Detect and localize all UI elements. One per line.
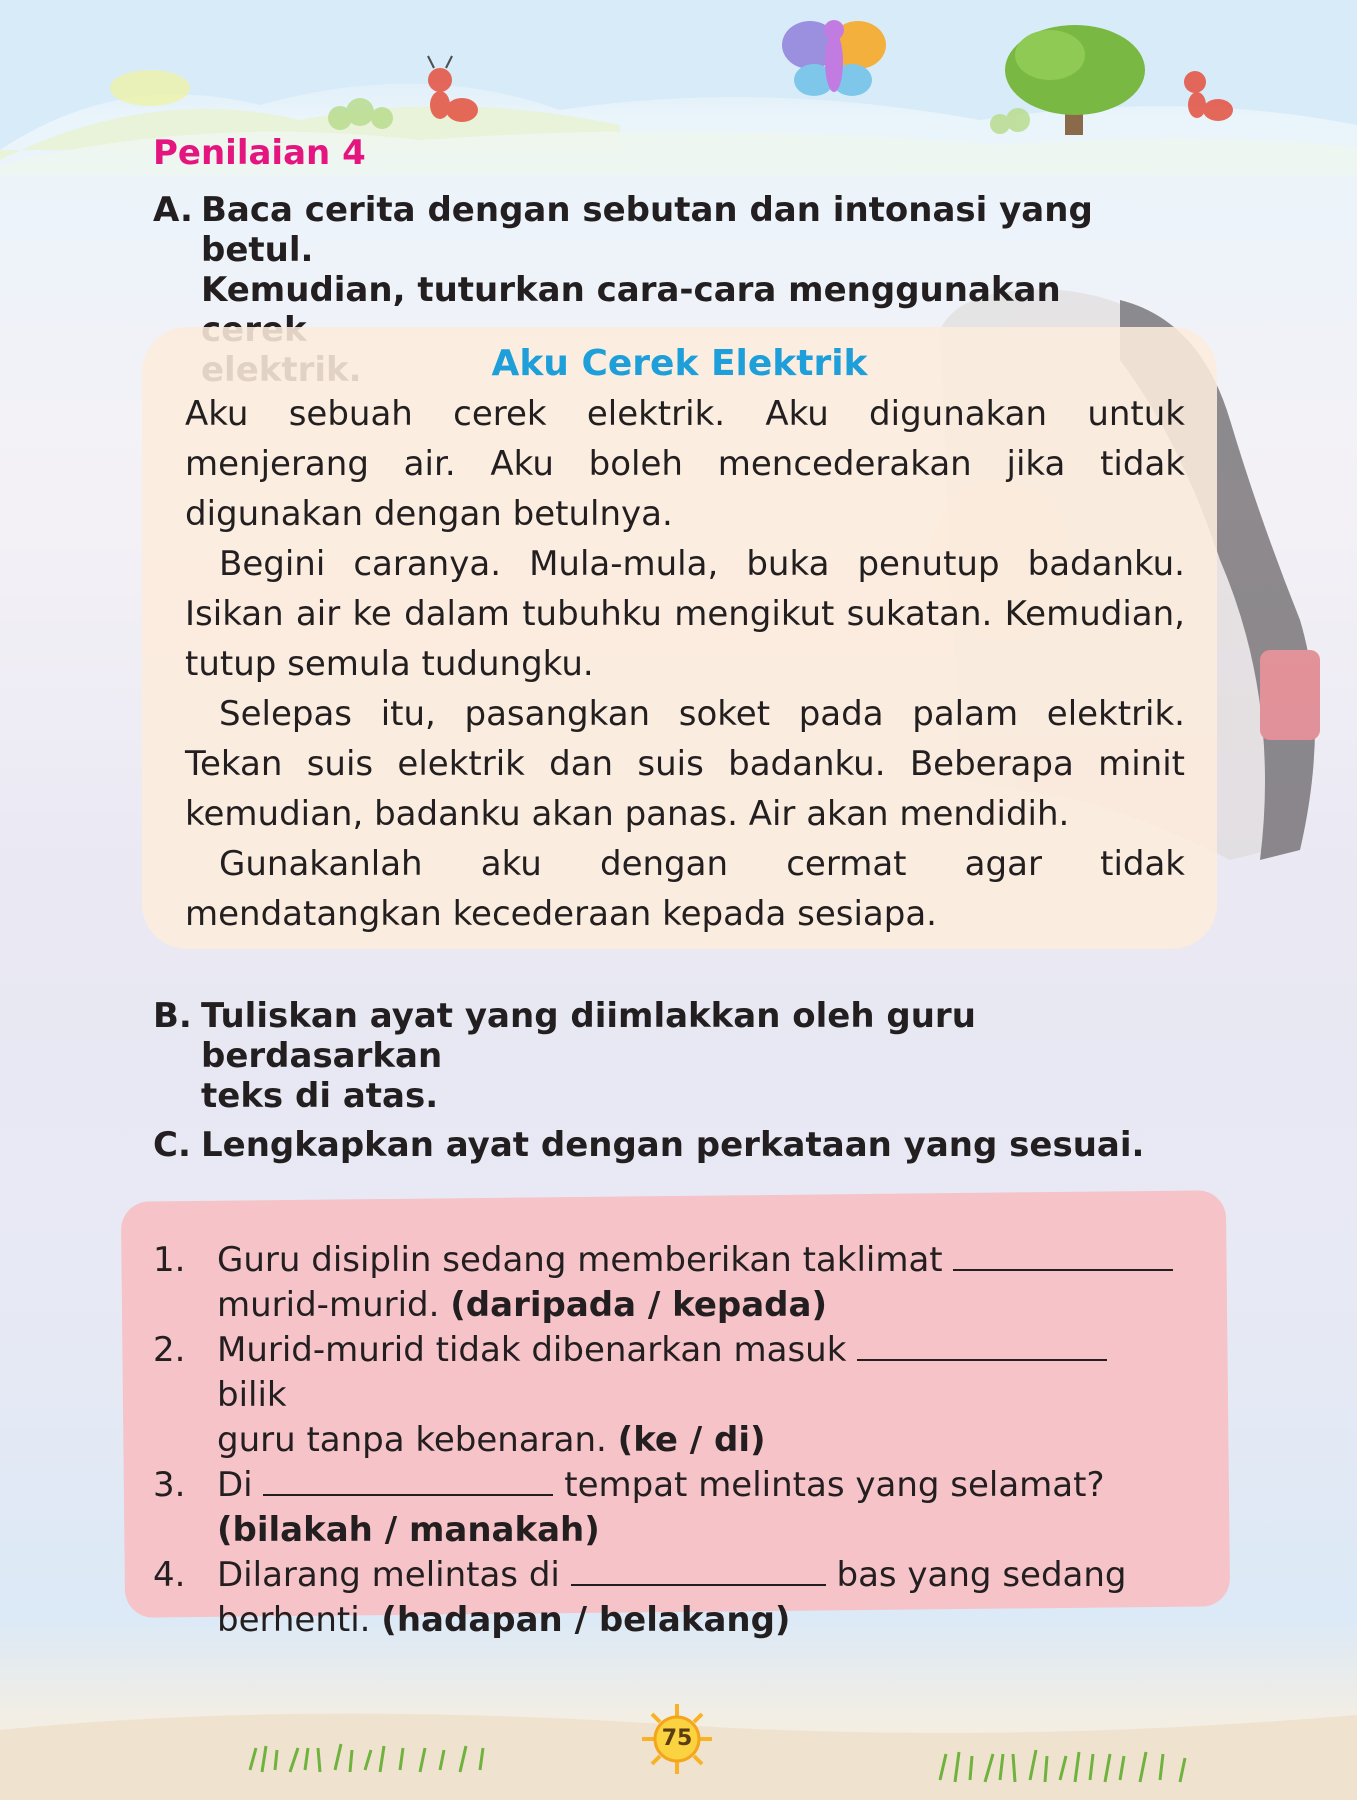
section-c-instruction [153, 1125, 1153, 1165]
story-paragraph: Gunakanlah aku dengan cermat agar tidak mendatangkan kecederaan kepada sesiapa. [185, 844, 1185, 934]
item-text-line2: berhenti. [217, 1600, 371, 1640]
item-options: (bilakah / manakah) [217, 1510, 600, 1550]
assessment-title: Penilaian 4 [153, 133, 366, 173]
story-text [185, 389, 1185, 939]
section-b-instruction [153, 996, 1153, 1116]
section-c-label: C. [153, 1125, 191, 1165]
section-a-line1: Baca cerita dengan sebutan dan intonasi yang betul. [201, 190, 1093, 270]
exercise-item [153, 1553, 1183, 1643]
exercise-item [153, 1328, 1183, 1463]
section-b-line2: teks di atas. [201, 1076, 439, 1116]
item-number: 3. [153, 1465, 186, 1505]
item-number: 1. [153, 1240, 186, 1280]
exercise-item [153, 1238, 1183, 1328]
item-text-after: bilik [217, 1375, 287, 1415]
exercise-list [153, 1238, 1183, 1643]
item-text: Murid-murid tidak dibenarkan masuk [217, 1330, 847, 1370]
story-paragraph: Selepas itu, pasangkan soket pada palam elektrik. Tekan suis elektrik dan suis badanku. Beberapa minit kemudian, badanku akan panas. Air akan mendidih. [185, 694, 1185, 834]
item-text: Di [217, 1465, 253, 1505]
answer-blank[interactable] [953, 1243, 1173, 1271]
item-number: 4. [153, 1555, 186, 1595]
story-title: Aku Cerek Elektrik [491, 343, 868, 384]
item-text-after: bas yang sedang [836, 1555, 1127, 1595]
item-text: Guru disiplin sedang memberikan taklimat [217, 1240, 943, 1280]
item-number: 2. [153, 1330, 186, 1370]
story-box [142, 327, 1217, 949]
butterfly-icon [782, 20, 886, 96]
section-b-label: B. [153, 996, 192, 1036]
item-text-after: tempat melintas yang selamat? [564, 1465, 1105, 1505]
page-number: 75 [661, 1726, 693, 1751]
item-text: Dilarang melintas di [217, 1555, 560, 1595]
section-a-line2: Kemudian, tuturkan cara-cara menggunakan [201, 270, 1061, 310]
story-paragraph: Aku sebuah cerek elektrik. Aku digunakan untuk menjerang air. Aku boleh mencederakan jika tidak digunakan dengan betulnya. [185, 394, 1185, 534]
item-text-line2: guru tanpa kebenaran. [217, 1420, 607, 1460]
item-options: (ke / di) [617, 1420, 766, 1460]
story-paragraph: Begini caranya. Mula-mula, buka penutup badanku. Isikan air ke dalam tubuhku mengikut sukatan. Kemudian, tutup semula tudungku. [185, 544, 1185, 684]
answer-blank[interactable] [263, 1468, 553, 1496]
section-c-text: Lengkapkan ayat dengan perkataan yang sesuai. [201, 1125, 1145, 1165]
section-a-label: A. [153, 190, 193, 230]
item-text-line2: murid-murid. [217, 1285, 440, 1325]
answer-blank[interactable] [571, 1558, 826, 1586]
item-options: (hadapan / belakang) [381, 1600, 791, 1640]
section-b-line1: Tuliskan ayat yang diimlakkan oleh guru berdasarkan [201, 996, 976, 1076]
page-number-badge [637, 1704, 717, 1774]
answer-blank[interactable] [857, 1333, 1107, 1361]
item-options: (daripada / kepada) [450, 1285, 828, 1325]
hill-sign [110, 70, 190, 106]
exercise-item [153, 1463, 1183, 1553]
